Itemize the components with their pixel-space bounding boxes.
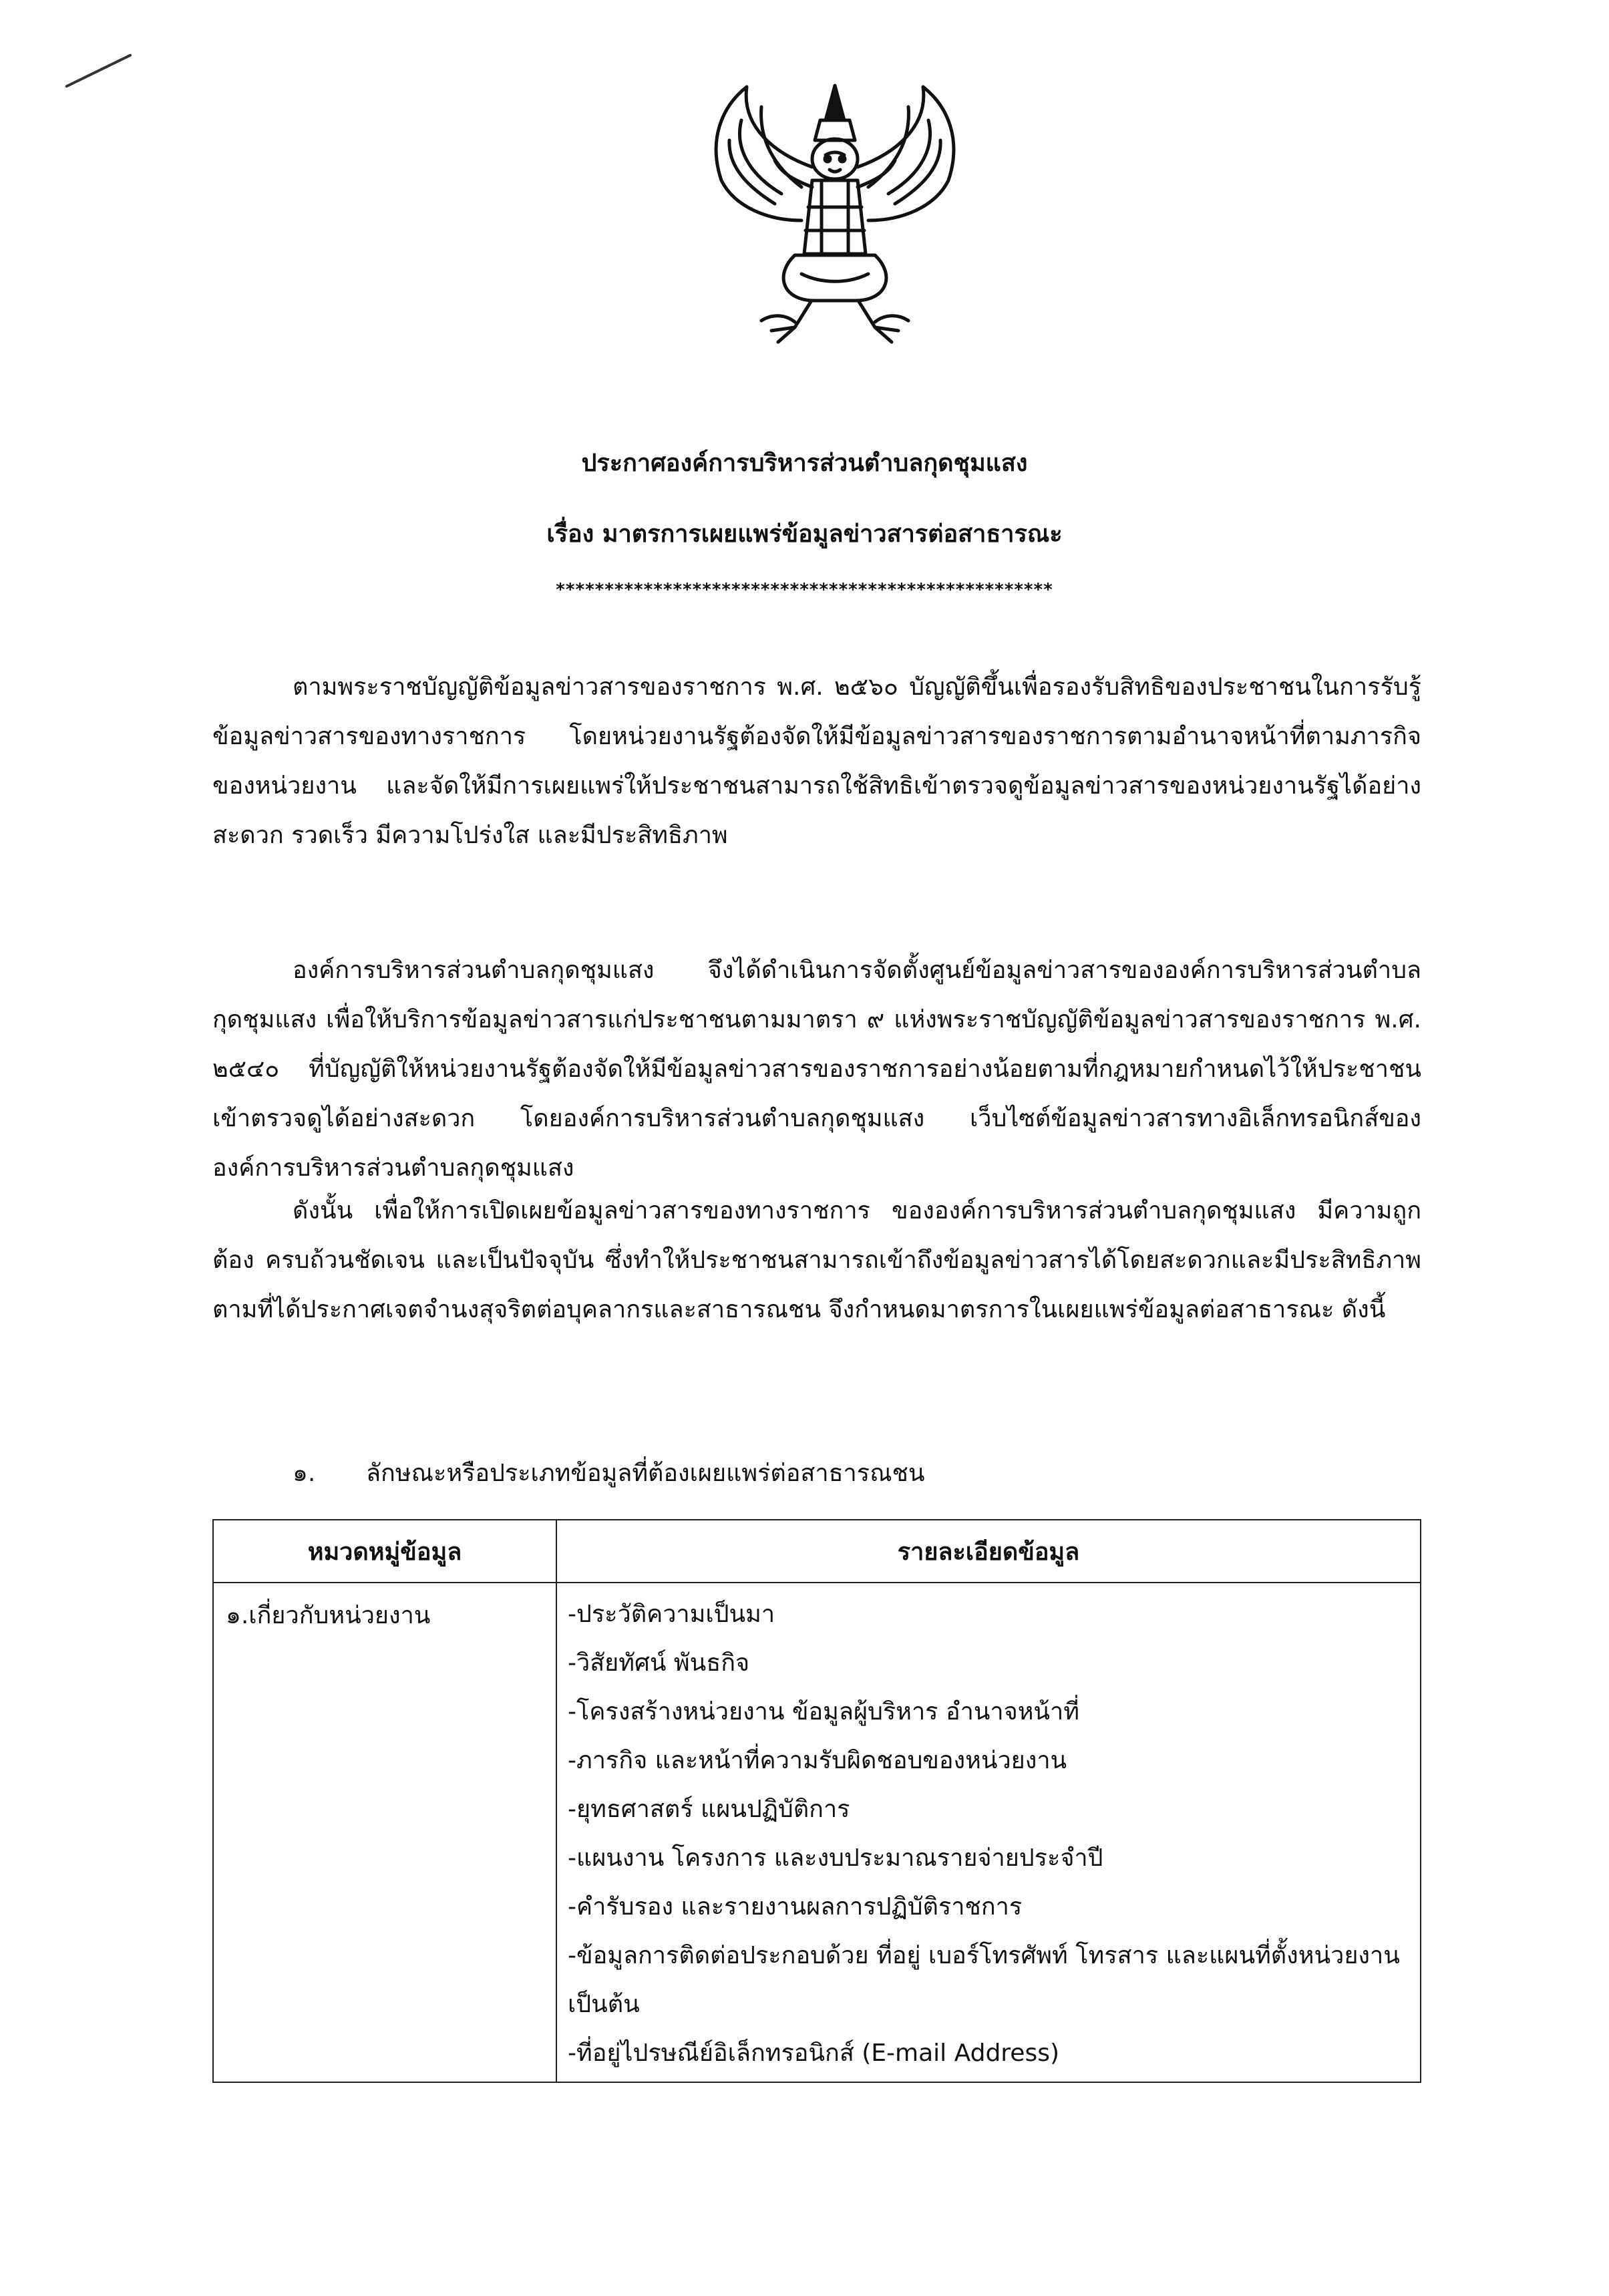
separator-line: *************************************************** [556, 580, 1053, 600]
list-item: -ข้อมูลการติดต่อประกอบด้วย ที่อยู่ เบอร์โทรศัพท์ โทรสาร และแผนที่ตั้งหน่วยงาน เป็นต้น [568, 1942, 1400, 2018]
list-item: -คำรับรอง และรายงานผลการปฏิบัติราชการ [568, 1893, 1023, 1921]
header-category: หมวดหมู่ข้อมูล [213, 1520, 556, 1583]
list-item: -ภารกิจ และหน้าที่ความรับผิดชอบของหน่วยงาน [568, 1747, 1067, 1774]
announcement-subject: เรื่อง มาตรการเผยแพร่ข้อมูลข่าวสารต่อสาธารณะ [546, 520, 1063, 548]
category-cell: ๑.เกี่ยวกับหน่วยงาน [213, 1583, 556, 2082]
list-item: -ประวัติความเป็นมา [568, 1601, 775, 1628]
announcement-title: ประกาศองค์การบริหารส่วนตำบลกุดชุมแสง [581, 450, 1028, 477]
garuda-emblem-icon [695, 80, 975, 347]
section-number: ๑. [293, 1460, 316, 1487]
list-item: -ที่อยู่ไปรษณีย์อิเล็กทรอนิกส์ (E-mail Address) [568, 2039, 1060, 2067]
table-header-row [213, 1520, 1421, 1583]
paragraph-measures: ดังนั้น เพื่อให้การเปิดเผยข้อมูลข่าวสารของทางราชการ ขององค์การบริหารส่วนตำบลกุดชุมแสง มีความถูกต้อง ครบถ้วนชัดเจน และเป็นปัจจุบัน ซึ่งทำให้ประชาชนสามารถเข้าถึงข้อมูลข่าวสารได้โดยสะดวกและมีประสิทธิภาพตามที่ได้ประกาศเจตจำนงสุจริตต่อบุคลากรและสาธารณชน จึงกำหนดมาตรการในเผยแพร่ข้อมูลต่อสาธารณะ ดังนี้ [212, 1197, 1421, 1323]
table-row [213, 1583, 1421, 2082]
details-cell [556, 1583, 1421, 2082]
section-title: ลักษณะหรือประเภทข้อมูลที่ต้องเผยแพร่ต่อสาธารณชน [366, 1460, 925, 1487]
list-item: -วิสัยทัศน์ พันธกิจ [568, 1649, 750, 1677]
section-heading [293, 1454, 925, 1492]
paragraph-intro: ตามพระราชบัญญัติข้อมูลข่าวสารของราชการ พ.ศ. ๒๕๖๐ บัญญัติขึ้นเพื่อรองรับสิทธิของประชาชนในการรับรู้ข้อมูลข่าวสารของทางราชการ โดยหน่วยงานรัฐต้องจัดให้มีข้อมูลข่าวสารของราชการตามอำนาจหน้าที่ตามภารกิจของหน่วยงาน และจัดให้มีการเผยแพร่ให้ประชาชนสามารถใช้สิทธิเข้าตรวจดูข้อมูลข่าวสารของหน่วยงานรัฐได้อย่างสะดวก รวดเร็ว มีความโปร่งใส และมีประสิทธิภาพ [212, 673, 1421, 849]
information-table [212, 1519, 1421, 2083]
paragraph-information-center: องค์การบริหารส่วนตำบลกุดชุมแสง จึงได้ดำเนินการจัดตั้งศูนย์ข้อมูลข่าวสารขององค์การบริหารส่วนตำบลกุดชุมแสง เพื่อให้บริการข้อมูลข่าวสารแก่ประชาชนตามมาตรา ๙ แห่งพระราชบัญญัติข้อมูลข่าวสารของราชการ พ.ศ. ๒๕๔๐ ที่บัญญัติให้หน่วยงานรัฐต้องจัดให้มีข้อมูลข่าวสารของราชการอย่างน้อยตามที่กฎหมายกำหนดไว้ให้ประชาชนเข้าตรวจดูได้อย่างสะดวก โดยองค์การบริหารส่วนตำบลกุดชุมแสง เว็บไซต์ข้อมูลข่าวสารทางอิเล็กทรอนิกส์ขององค์การบริหารส่วนตำบลกุดชุมแสง [212, 957, 1421, 1182]
list-item: -โครงสร้างหน่วยงาน ข้อมูลผู้บริหาร อำนาจหน้าที่ [568, 1698, 1079, 1726]
pen-mark [65, 53, 132, 88]
list-item: -แผนงาน โครงการ และงบประมาณรายจ่ายประจำปี [568, 1844, 1103, 1872]
list-item: -ยุทธศาสตร์ แผนปฏิบัติการ [568, 1796, 850, 1823]
details-list [568, 1590, 1409, 2078]
header-details: รายละเอียดข้อมูล [556, 1520, 1421, 1583]
